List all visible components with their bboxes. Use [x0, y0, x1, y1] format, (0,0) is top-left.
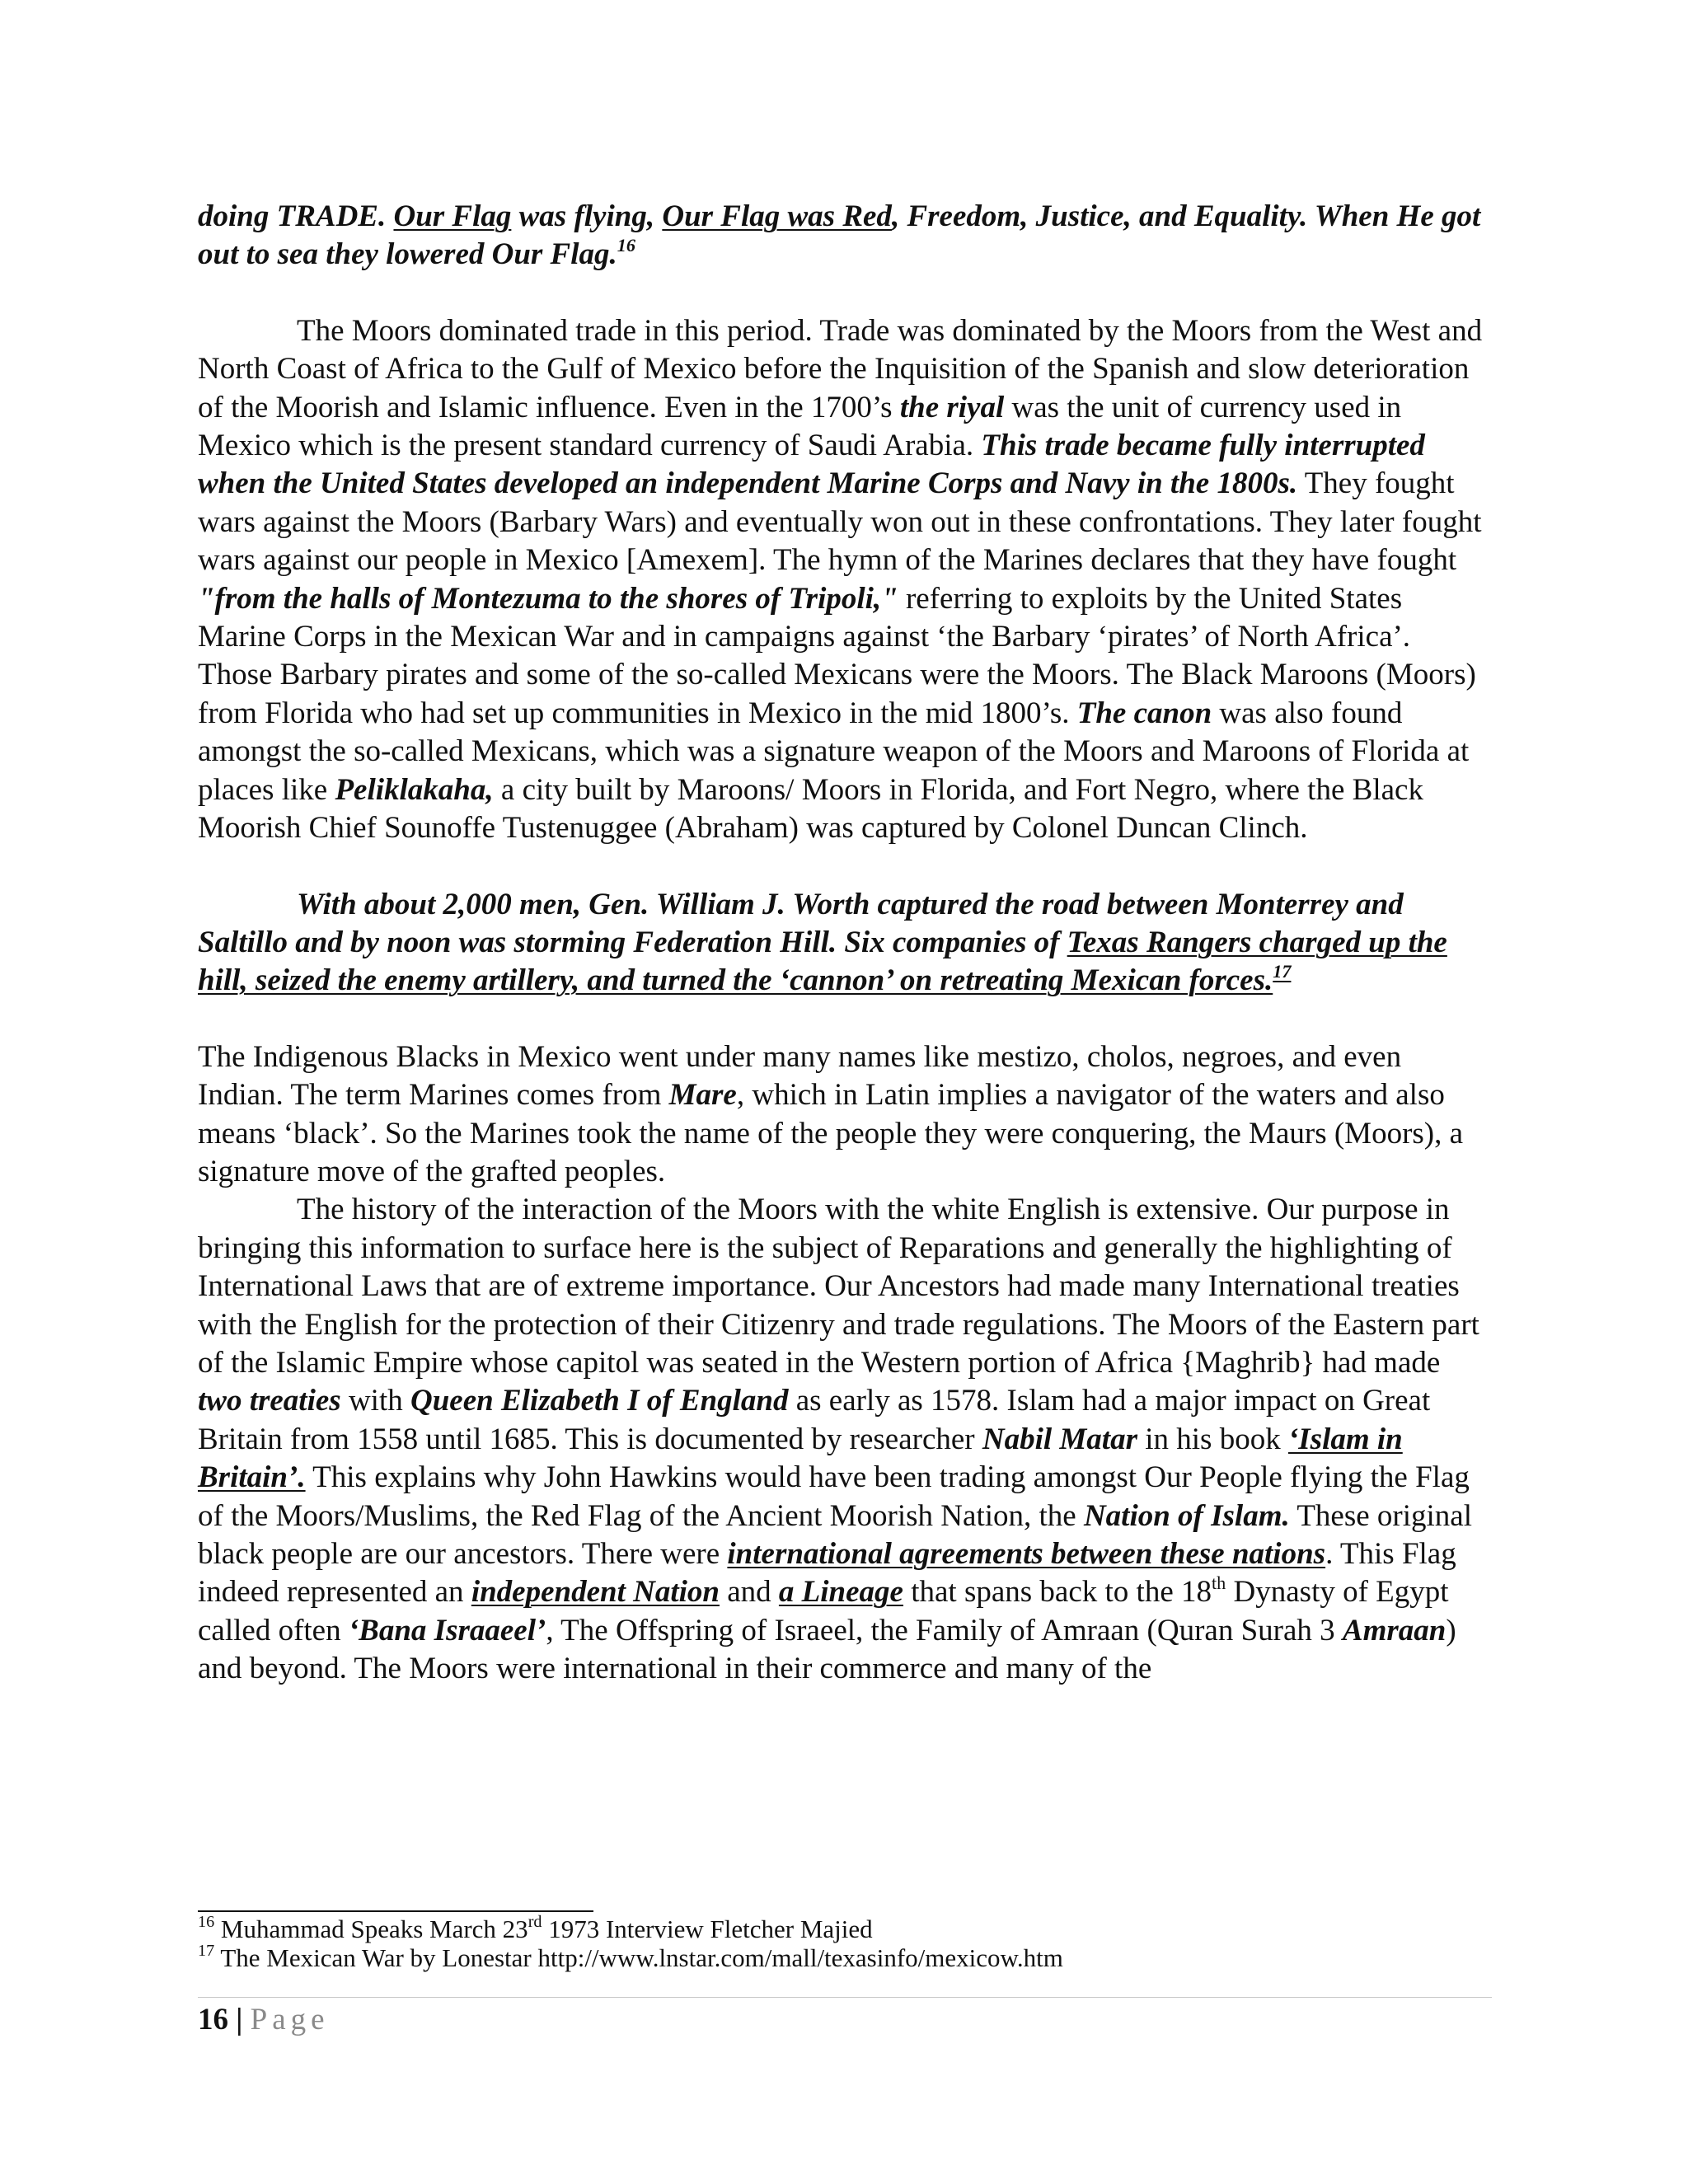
footnote-17	[198, 1941, 1492, 1972]
page-footer	[198, 2001, 330, 2039]
emphasis: Nabil Matar	[982, 1422, 1137, 1456]
text-span: The Moors dominated trade in this period. Trade was dominated by the Moors from the West and North Coast of Africa to the Gulf of Mexico before the Inquisition of the Spanish and slow deterioration of the Moorish and Islamic influence. Even in the 1700’s	[198, 313, 1483, 424]
superscript: th	[1212, 1572, 1226, 1594]
text-span: They fought wars against the Moors (Barbary Wars) and eventually won out in these confrontations. They later fought wars against our people in Mexico [Amexem]. The hymn of the Marines declares that they have fought	[198, 466, 1482, 578]
text-span: was also found amongst the so-called Mexicans, which was a signature weapon of the Moors and Maroons of Florida at places like	[198, 696, 1470, 807]
footnote-number: 17	[198, 1941, 215, 1960]
footnote-text: Muhammad Speaks March 23	[214, 1915, 528, 1943]
footnote-ref-16: 16	[617, 235, 635, 256]
text-span: With about 2,000 men, Gen. William J. Worth captured the road between Monterrey and Saltillo and by noon was storming Federation Hill. Six companies of	[198, 887, 1404, 959]
text-span: These original black people are our ancestors. There were	[198, 1498, 1473, 1571]
emphasis: independent Nation	[471, 1575, 720, 1610]
footnote-number: 16	[198, 1912, 215, 1931]
emphasis: Mare	[668, 1078, 737, 1113]
text-span: , Freedom, Justice, and Equality. When He got out to sea they lowered Our Flag.	[198, 199, 1481, 272]
emphasis: "from the halls of Montezuma to the shores of Tripoli,"	[198, 581, 898, 616]
emphasis: Peliklakaha,	[335, 772, 494, 807]
text-span: as early as 1578. Islam had a major impact on Great Britain from 1558 until 1685. This is documented by researcher	[198, 1384, 1431, 1456]
text-span: ) and beyond. The Moors were international in their commerce and many of the	[198, 1613, 1456, 1686]
emphasis: ‘Bana Israaeel’	[348, 1613, 546, 1647]
document-body	[198, 198, 1492, 1689]
superscript: rd	[528, 1912, 542, 1931]
text-span: a city built by Maroons/ Moors in Florida, and Fort Negro, where the Black Moorish Chief Sounoffe Tustenuggee (Abraham) was captured by Colonel Duncan Clinch.	[198, 772, 1423, 846]
footnote-separator	[198, 1910, 593, 1912]
footer-divider	[198, 1997, 1492, 1998]
paragraph-english-history	[198, 1191, 1492, 1688]
paragraph-lead-quote	[198, 198, 1492, 274]
underlined-phrase: Texas Rangers charged up the hill, seized the enemy artillery, and turned the ‘cannon’ on retreating Mexican forces.	[198, 925, 1447, 998]
underlined-phrase: Our Flag	[393, 199, 512, 233]
emphasis: a Lineage	[778, 1575, 903, 1610]
paragraph-marines	[198, 1038, 1492, 1192]
text-span: was flying,	[511, 199, 663, 233]
footnote-text: The Mexican War by Lonestar http://www.lnstar.com/mall/texasinfo/mexicow.htm	[214, 1943, 1063, 1972]
text-span: referring to exploits by the United States Marine Corps in the Mexican War and in campaigns against ‘the Barbary ‘pirates’ of North Africa’. Those Barbary pirates and some of the so-called Mexicans were the Moors. The Black Maroons (Moors) from Florida who had set up communities in Mexico in the mid 1800’s.	[198, 581, 1476, 730]
text-span: Dynasty of Egypt called often	[198, 1575, 1449, 1647]
text-span: that spans back to the 18	[903, 1575, 1212, 1610]
text-span: The history of the interaction of the Moors with the white English is extensive. Our purpose in bringing this information to surface here is the subject of Reparations and generally the highlighting of International Laws that are of extreme importance. Our Ancestors had made many International treaties with the English for the protection of their Citizenry and trade regulations. The Moors of the Eastern part of the Islamic Empire whose capitol was seated in the Western portion of Africa {Maghrib} had made	[198, 1193, 1479, 1380]
text-span: was the unit of currency used in Mexico which is the present standard currency of Saudi Arabia.	[198, 390, 1402, 463]
paragraph-worth-quote	[198, 886, 1492, 1001]
emphasis: Amraan	[1342, 1613, 1447, 1647]
footnote-16	[198, 1912, 1492, 1943]
page-label: Page	[250, 2003, 330, 2036]
text-span: doing TRADE.	[198, 199, 394, 233]
emphasis: Nation of Islam.	[1083, 1498, 1290, 1533]
emphasis: The canon	[1076, 696, 1212, 730]
emphasis: This trade became fully interrupted when the United States developed an independent Marine Corps and Navy in the 1800s.	[198, 429, 1425, 501]
text-span: and	[719, 1575, 779, 1610]
text-span: The Indigenous Blacks in Mexico went under many names like mestizo, cholos, negroes, and even Indian. The term Marines comes from	[198, 1039, 1402, 1113]
text-span: , The Offspring of Israeel, the Family of Amraan (Quran Surah 3	[546, 1613, 1343, 1647]
text-span: This explains why John Hawkins would have been trading amongst Our People flying the Flag of the Moors/Muslims, the Red Flag of the Ancient Moorish Nation, the	[198, 1460, 1470, 1533]
footnote-text: 1973 Interview Fletcher Majied	[542, 1915, 873, 1943]
emphasis: two treaties	[198, 1384, 341, 1418]
text-span: with	[340, 1384, 410, 1418]
page-number: 16	[198, 2003, 228, 2036]
paragraph-moors-trade	[198, 312, 1492, 848]
underlined-phrase: Our Flag was Red	[662, 199, 892, 233]
footer-separator: |	[228, 2003, 251, 2036]
text-span: . This Flag indeed represented an	[198, 1537, 1456, 1610]
emphasis: international agreements between these nations	[727, 1537, 1326, 1571]
emphasis: ‘Islam in Britain’.	[198, 1422, 1403, 1495]
text-span: , which in Latin implies a navigator of the waters and also means ‘black’. So the Marines took the name of the people they were conquering, the Maurs (Moors), a signature move of the grafted peoples.	[198, 1078, 1464, 1188]
footnote-ref-17: 17	[1273, 960, 1292, 982]
emphasis: Queen Elizabeth I of England	[410, 1384, 789, 1418]
text-span: in his book	[1137, 1422, 1288, 1456]
emphasis: the riyal	[899, 390, 1005, 424]
